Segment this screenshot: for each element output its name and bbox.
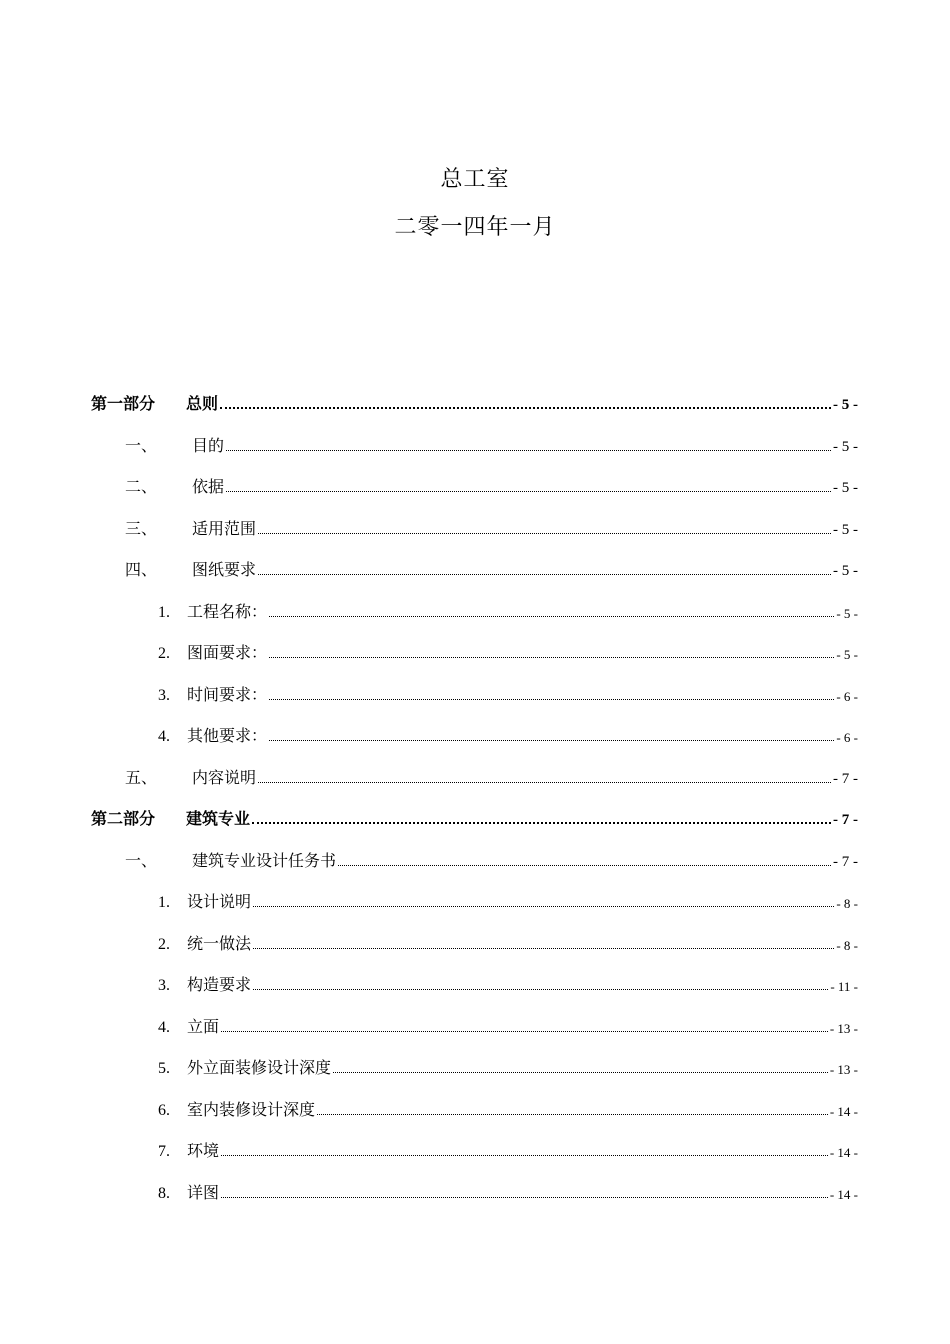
toc-entry-label: 依据: [192, 477, 225, 496]
toc-entry-number: 一、: [125, 435, 158, 455]
toc-entry-number: 5.: [158, 1060, 170, 1077]
toc-entry-page: - 7 -: [833, 853, 858, 870]
toc-leader-dots: [226, 490, 831, 492]
toc-entry-page: - 13 -: [829, 1062, 858, 1077]
toc-entry[interactable]: [125, 841, 858, 871]
toc-entry-page: - 5 -: [833, 397, 858, 413]
toc-entry-number: 2.: [158, 645, 170, 662]
toc-entry-page: - 8 -: [836, 896, 858, 911]
toc-entry[interactable]: [158, 716, 858, 746]
toc-entry-number: 4.: [158, 728, 170, 745]
toc-entry-page: - 5 -: [836, 605, 858, 621]
toc-entry[interactable]: [125, 426, 858, 456]
toc-entry-page: - 5 -: [833, 438, 858, 455]
toc-entry[interactable]: [158, 633, 858, 663]
toc-entry-number: 一、: [125, 850, 158, 870]
toc-leader-dots: [253, 905, 834, 907]
toc-leader-dots: [226, 449, 831, 451]
toc-entry[interactable]: [158, 1131, 858, 1161]
toc-entry-number: 第一部分: [91, 394, 156, 413]
toc-entry[interactable]: [158, 965, 858, 995]
toc-entry-number: 3.: [158, 686, 170, 704]
toc-entry-label: 适用范围: [192, 518, 257, 538]
toc-leader-dots: [252, 821, 831, 824]
toc-leader-dots: [269, 656, 834, 658]
toc-entry-page: - 11 -: [830, 979, 858, 994]
toc-entry-label: 建筑专业: [186, 809, 251, 828]
toc-leader-dots: [258, 781, 831, 783]
toc-entry-page: - 13 -: [829, 1020, 858, 1036]
toc-leader-dots: [338, 864, 831, 866]
toc-leader-dots: [269, 698, 834, 700]
toc-entry-label: 外立面装修设计深度: [187, 1058, 332, 1077]
toc-entry[interactable]: [91, 799, 858, 829]
toc-entry[interactable]: [158, 924, 858, 954]
toc-entry-number: 3.: [158, 977, 170, 994]
toc-leader-dots: [221, 1154, 828, 1156]
toc-entry-number: 五、: [125, 767, 158, 787]
toc-entry-label: 建筑专业设计任务书: [192, 850, 337, 870]
toc-entry-label: 构造要求: [187, 975, 252, 994]
toc-entry-label: 图纸要求: [192, 560, 257, 579]
toc-entry-page: - 5 -: [833, 563, 858, 579]
toc-entry-label: 图面要求：: [187, 643, 268, 662]
toc-entry[interactable]: [158, 1090, 858, 1120]
toc-entry-page: - 5 -: [833, 480, 858, 496]
toc-leader-dots: [220, 406, 831, 409]
toc-entry-number: 二、: [125, 477, 158, 496]
toc-entry[interactable]: [125, 467, 858, 497]
toc-entry[interactable]: [125, 758, 858, 788]
toc-entry[interactable]: [125, 509, 858, 539]
toc-entry-number: 四、: [125, 560, 158, 579]
toc-leader-dots: [253, 988, 828, 990]
toc-entry-label: 时间要求：: [187, 684, 268, 704]
toc-entry-page: - 14 -: [829, 1103, 858, 1119]
document-date: 二零一四年一月: [394, 215, 556, 240]
toc-entry-page: - 14 -: [829, 1186, 858, 1202]
toc-entry-number: 三、: [125, 518, 158, 538]
toc-entry[interactable]: [158, 1007, 858, 1037]
toc-entry-label: 目的: [192, 435, 225, 455]
toc-leader-dots: [253, 947, 834, 949]
toc-entry-page: - 14 -: [829, 1145, 858, 1160]
toc-entry-number: 4.: [158, 1018, 170, 1036]
toc-leader-dots: [269, 615, 834, 617]
toc-entry-label: 工程名称：: [187, 601, 268, 621]
toc-entry-label: 详图: [187, 1182, 220, 1202]
toc-entry-page: - 7 -: [833, 812, 858, 828]
toc-entry-page: - 6 -: [836, 688, 858, 704]
toc-leader-dots: [317, 1113, 828, 1115]
toc-entry-page: - 7 -: [833, 770, 858, 787]
toc-entry-number: 1.: [158, 603, 170, 621]
document-org-title: 总工室: [440, 167, 510, 192]
toc-entry-label: 立面: [187, 1016, 220, 1036]
toc-entry[interactable]: [158, 1173, 858, 1203]
toc-entry-label: 其他要求：: [187, 726, 268, 745]
toc-entry-label: 设计说明: [187, 892, 252, 911]
toc-leader-dots: [258, 573, 831, 575]
toc-entry-page: - 5 -: [836, 647, 858, 662]
toc-entry-number: 7.: [158, 1143, 170, 1160]
toc-entry-label: 内容说明: [192, 767, 257, 787]
toc-entry-label: 环境: [187, 1141, 220, 1160]
toc-leader-dots: [258, 532, 831, 534]
toc-entry[interactable]: [91, 384, 858, 414]
toc-entry[interactable]: [158, 675, 858, 705]
toc-entry-number: 2.: [158, 935, 170, 953]
toc-entry-page: - 5 -: [833, 521, 858, 538]
toc-leader-dots: [221, 1196, 828, 1198]
toc-entry-label: 室内装修设计深度: [187, 1099, 316, 1119]
toc-entry-label: 总则: [186, 394, 219, 413]
toc-entry-number: 1.: [158, 894, 170, 911]
toc-entry-number: 第二部分: [91, 809, 156, 828]
toc-entry-page: - 8 -: [836, 937, 858, 953]
toc-entry[interactable]: [158, 1048, 858, 1078]
toc-entry[interactable]: [125, 550, 858, 580]
toc-leader-dots: [221, 1030, 828, 1032]
toc-leader-dots: [333, 1071, 828, 1073]
toc-entry[interactable]: [158, 592, 858, 622]
toc-leader-dots: [269, 739, 834, 741]
toc-entry-label: 统一做法: [187, 933, 252, 953]
toc-entry-number: 8.: [158, 1184, 170, 1202]
toc-entry-number: 6.: [158, 1101, 170, 1119]
toc-entry-page: - 6 -: [836, 730, 858, 745]
toc-entry[interactable]: [158, 882, 858, 912]
